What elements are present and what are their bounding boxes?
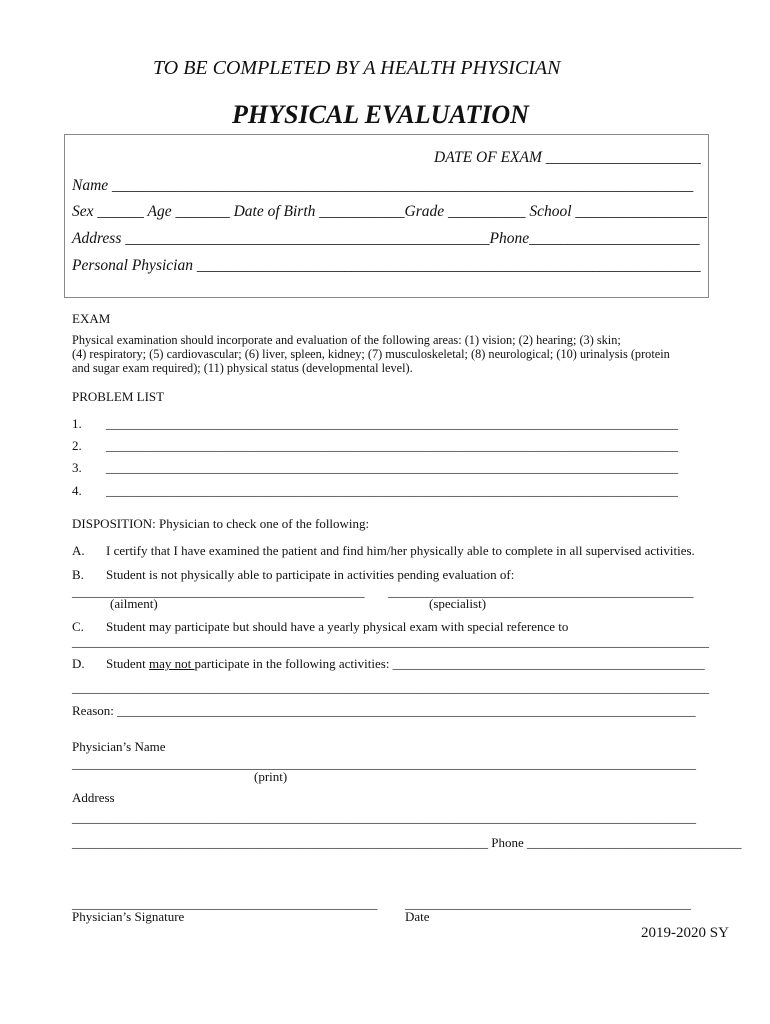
- exam-heading: EXAM: [72, 311, 111, 326]
- physician-address-phone-row[interactable]: [72, 835, 742, 851]
- exam-text-line-1: Physical examination should incorporate and evaluation of the following areas: (1) vision; (2) hearing; (3) skin;: [72, 333, 621, 347]
- specialist-field[interactable]: _______________________________________________: [388, 584, 694, 599]
- school-year: 2019-2020 SY: [641, 925, 729, 941]
- date-of-exam-field[interactable]: DATE OF EXAM ____________________: [434, 149, 701, 166]
- option-a-text: I certify that I have examined the patient and find him/her physically able to complete in all supervised activities.: [106, 543, 695, 558]
- personal-physician-field[interactable]: Personal Physician _________________________________________________________________: [72, 257, 701, 274]
- option-d-prefix: Student: [106, 656, 149, 671]
- date-label: Date: [405, 909, 430, 924]
- problem-number: 2.: [72, 438, 82, 453]
- option-d-text[interactable]: [106, 656, 715, 672]
- signature-field[interactable]: _______________________________________________: [72, 896, 378, 911]
- physician-name-label: Physician’s Name: [72, 739, 166, 754]
- physician-address-label: Address: [72, 790, 115, 805]
- physician-name-field[interactable]: ________________________________________________________________________________________________: [72, 756, 696, 771]
- activities-field[interactable]: __________________________________________________________________________________________________: [72, 680, 709, 695]
- phone-label: Phone: [488, 835, 527, 850]
- signature-label: Physician’s Signature: [72, 909, 185, 924]
- problem-number: 3.: [72, 460, 82, 475]
- physician-address-field[interactable]: ________________________________________________________________________________________________: [72, 810, 696, 825]
- ailment-label: (ailment): [110, 596, 158, 611]
- option-d-suffix: participate in the following activities: ________________________________________________: [194, 656, 705, 671]
- problem-number: 4.: [72, 483, 82, 498]
- form-subtitle: TO BE COMPLETED BY A HEALTH PHYSICIAN: [153, 57, 561, 79]
- exam-text-line-3: and sugar exam required); (11) physical status (developmental level).: [72, 361, 413, 375]
- option-b-letter[interactable]: B.: [72, 567, 84, 582]
- problem-number: 1.: [72, 416, 82, 431]
- disposition-heading: DISPOSITION: Physician to check one of the following:: [72, 516, 370, 531]
- problem-list-heading: PROBLEM LIST: [72, 389, 165, 404]
- reason-field[interactable]: Reason: _________________________________________________________________________________________: [72, 703, 696, 718]
- option-c-letter[interactable]: C.: [72, 619, 84, 634]
- name-field[interactable]: Name ___________________________________________________________________________: [72, 177, 694, 194]
- problem-line[interactable]: ________________________________________________________________________________________: [106, 483, 678, 498]
- phone-field[interactable]: _________________________________: [527, 835, 742, 850]
- option-c-text: Student may participate but should have a yearly physical exam with special reference to: [106, 619, 569, 634]
- specialist-label: (specialist): [429, 596, 487, 611]
- sex-age-dob-grade-school-fields[interactable]: Sex ______ Age _______ Date of Birth ___________Grade __________ School _________________: [72, 203, 708, 220]
- option-d-letter[interactable]: D.: [72, 656, 85, 671]
- may-not-underlined: may not: [148, 656, 195, 671]
- ailment-field[interactable]: _____________________________________________: [72, 584, 365, 599]
- address-phone-fields[interactable]: Address _______________________________________________Phone______________________: [72, 230, 700, 247]
- special-reference-field[interactable]: __________________________________________________________________________________________________: [72, 634, 709, 649]
- print-label: (print): [254, 769, 288, 784]
- problem-line[interactable]: ________________________________________________________________________________________: [106, 438, 678, 453]
- problem-line[interactable]: ________________________________________________________________________________________: [106, 460, 678, 475]
- date-field[interactable]: ____________________________________________: [405, 896, 691, 911]
- option-b-text: Student is not physically able to participate in activities pending evaluation of:: [106, 567, 515, 582]
- address-line-2[interactable]: ________________________________________________________________: [72, 835, 488, 850]
- exam-text-line-2: (4) respiratory; (5) cardiovascular; (6) liver, spleen, kidney; (7) musculoskeletal; (8) neurological; (10) urinalysis (protein: [72, 347, 670, 361]
- option-a-letter[interactable]: A.: [72, 543, 85, 558]
- problem-line[interactable]: ________________________________________________________________________________________: [106, 416, 678, 431]
- form-title: PHYSICAL EVALUATION: [232, 100, 529, 129]
